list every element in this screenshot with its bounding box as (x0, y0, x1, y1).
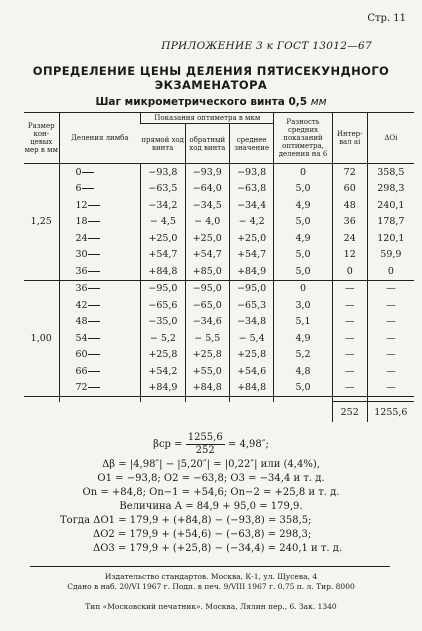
footer-publisher: Издательство стандартов. Москва, К-1, ул. Щусева, 4 (104, 572, 318, 581)
cell-rev: +84,8 (185, 380, 229, 397)
table-row (24, 164, 414, 181)
beta-fraction (186, 432, 225, 457)
table-row (24, 347, 414, 364)
cell-int: 60 (332, 181, 367, 198)
division-value: 60 (75, 349, 88, 361)
division-leader-line (88, 305, 100, 306)
cell-diff: 3,0 (274, 297, 332, 314)
cell-diff: 5,1 (274, 314, 332, 331)
group-size: 1,00 (24, 280, 59, 397)
division-value: 0 (75, 166, 82, 178)
division-cell (59, 181, 141, 198)
cell-int: — (332, 280, 367, 297)
division-cell (59, 297, 141, 314)
empty-cell (24, 402, 59, 423)
cell-delta: 0 (367, 263, 414, 280)
empty-cell (185, 402, 229, 423)
cell-delta: 178,7 (367, 214, 414, 231)
cell-diff: 0 (274, 164, 332, 181)
table-row (24, 247, 414, 264)
division-cell (59, 347, 141, 364)
division-value: 66 (75, 365, 88, 377)
cell-int: — (332, 347, 367, 364)
cell-rev: − 5,5 (185, 330, 229, 347)
cell-fwd: +84,9 (141, 380, 185, 397)
cell-rev: +55,0 (185, 363, 229, 380)
division-cell (59, 197, 141, 214)
subtitle-text: Шаг микрометрического винта 0,5 (95, 96, 308, 108)
cell-diff: 4,9 (274, 330, 332, 347)
header-reverse: обратный ход винта (185, 124, 229, 164)
division-value: 36 (75, 283, 88, 295)
delta-o1: ΔO1 = 179,9 + (+84,8) − (−93,8) = 358,5; (93, 515, 312, 526)
division-leader-line (88, 254, 100, 255)
measurement-table (24, 112, 414, 422)
cell-fwd: +25,8 (141, 347, 185, 364)
division-value: 6 (75, 183, 82, 195)
division-leader-line (82, 188, 94, 189)
beta-formula (0, 432, 422, 457)
empty-cell (229, 402, 273, 423)
division-leader-line (88, 271, 100, 272)
table-row (24, 197, 414, 214)
total-row (24, 402, 414, 423)
cell-int: 48 (332, 197, 367, 214)
table-row (24, 314, 414, 331)
appendix-reference: ПРИЛОЖЕНИЕ 3 к ГОСТ 13012—67 (161, 40, 372, 52)
division-cell (59, 247, 141, 264)
footer-print-info: Сдано в наб. 20/VI 1967 г. Подп. в печ. 9/VIII 1967 г. 0,75 п. л. Тир. 8000 (67, 582, 355, 591)
table-row (24, 297, 414, 314)
division-leader-line (82, 172, 94, 173)
cell-fwd: +84,8 (141, 263, 185, 280)
delta-beta-line: Δβ = |4,98″| − |5,20″| = |0,22″| или (4,4%), (102, 459, 320, 470)
cell-rev: −64,0 (185, 181, 229, 198)
empty-cell (141, 402, 185, 423)
cell-int: 0 (332, 263, 367, 280)
cell-fwd: +25,0 (141, 230, 185, 247)
cell-fwd: +54,7 (141, 247, 185, 264)
division-value: 24 (75, 232, 88, 244)
document-title-line2: ЭКЗАМЕНАТОРА (154, 78, 268, 92)
table-row (24, 263, 414, 280)
subtitle-unit: мм (310, 96, 327, 108)
cell-delta: — (367, 330, 414, 347)
cell-int: — (332, 314, 367, 331)
cell-delta: — (367, 314, 414, 331)
document-title-line1: ОПРЕДЕЛЕНИЕ ЦЕНЫ ДЕЛЕНИЯ ПЯТИСЕКУНДНОГО (32, 64, 390, 78)
delta-o3-line: ΔO3 = 179,9 + (+25,8) − (−34,4) = 240,1 и т. д. (93, 543, 343, 554)
division-leader-line (88, 238, 100, 239)
cell-rev: +25,0 (185, 230, 229, 247)
page-number: Стр. 11 (367, 13, 406, 24)
header-size: Размер кон-цевых мер в мм (24, 113, 59, 164)
cell-mean: −93,8 (229, 164, 273, 181)
cell-mean: −63,8 (229, 181, 273, 198)
cell-int: 72 (332, 164, 367, 181)
cell-diff: 4,9 (274, 230, 332, 247)
cell-delta: 120,1 (367, 230, 414, 247)
cell-rev: +85,0 (185, 263, 229, 280)
division-cell (59, 230, 141, 247)
cell-diff: 5,0 (274, 181, 332, 198)
table-row (24, 181, 414, 198)
empty-cell (274, 402, 332, 423)
group-size: 1,25 (30, 216, 52, 228)
division-leader-line (88, 205, 100, 206)
division-value: 42 (75, 299, 88, 311)
cell-diff: 5,0 (274, 380, 332, 397)
division-cell (59, 263, 141, 280)
cell-fwd: −63,5 (141, 181, 185, 198)
cell-rev: −34,6 (185, 314, 229, 331)
cell-fwd: − 5,2 (141, 330, 185, 347)
cell-delta: 240,1 (367, 197, 414, 214)
cell-fwd: −34,2 (141, 197, 185, 214)
cell-delta: — (367, 280, 414, 297)
cell-delta: 59,9 (367, 247, 414, 264)
division-value: 48 (75, 316, 88, 328)
cell-delta: — (367, 380, 414, 397)
division-value: 12 (75, 199, 88, 211)
cell-diff: 4,8 (274, 363, 332, 380)
cell-delta: — (367, 363, 414, 380)
cell-mean: +25,8 (229, 347, 273, 364)
division-cell (59, 380, 141, 397)
division-cell (59, 280, 141, 297)
cell-int: 12 (332, 247, 367, 264)
cell-mean: +84,9 (229, 263, 273, 280)
division-cell (59, 164, 141, 181)
delta-o2-line: ΔO2 = 179,9 + (+54,6) − (−63,8) = 298,3; (93, 529, 312, 540)
cell-int: — (332, 363, 367, 380)
cell-int: — (332, 297, 367, 314)
cell-mean: −95,0 (229, 280, 273, 297)
cell-rev: −65,0 (185, 297, 229, 314)
division-leader-line (88, 354, 100, 355)
cell-rev: −34,5 (185, 197, 229, 214)
division-leader-line (88, 338, 100, 339)
division-leader-line (88, 371, 100, 372)
cell-mean: +54,7 (229, 247, 273, 264)
table-row (24, 280, 414, 297)
table-row (24, 230, 414, 247)
division-leader-line (88, 221, 100, 222)
division-value: 30 (75, 249, 88, 261)
division-value: 54 (75, 332, 88, 344)
cell-fwd: −35,0 (141, 314, 185, 331)
subtitle (0, 96, 422, 108)
header-mean: среднее значение (229, 124, 273, 164)
division-cell (59, 214, 141, 231)
header-division: Деления лимба (59, 113, 141, 164)
beta-numerator: 1255,6 (187, 432, 223, 443)
footer-printer: Тип «Московский печатник». Москва, Лялин пер., 6. Зак. 1340 (85, 602, 337, 611)
cell-mean: +54,6 (229, 363, 273, 380)
cell-diff: 0 (274, 280, 332, 297)
header-interval: Интер-вал ai (332, 113, 367, 164)
cell-fwd: −95,0 (141, 280, 185, 297)
cell-diff: 5,0 (274, 247, 332, 264)
beta-rhs: = 4,98″; (227, 439, 269, 450)
division-value: 72 (75, 382, 88, 394)
beta-denominator: 252 (195, 445, 215, 456)
division-value: 18 (75, 216, 88, 228)
footer-divider (30, 566, 390, 567)
cell-mean: −34,4 (229, 197, 273, 214)
total-interval: 252 (332, 402, 367, 423)
cell-rev: +25,8 (185, 347, 229, 364)
header-delta: ΔOi (367, 113, 414, 164)
cell-int: 24 (332, 230, 367, 247)
header-readings-group: Показания оптиметра в мкм (141, 113, 274, 124)
cell-fwd: −65,6 (141, 297, 185, 314)
division-value: 36 (75, 265, 88, 277)
division-leader-line (88, 387, 100, 388)
cell-fwd: +54,2 (141, 363, 185, 380)
cell-mean: −34,8 (229, 314, 273, 331)
division-cell (59, 363, 141, 380)
total-delta: 1255,6 (367, 402, 414, 423)
cell-rev: − 4,0 (185, 214, 229, 231)
then-label: Тогда (60, 515, 91, 526)
cell-diff: 5,2 (274, 347, 332, 364)
division-leader-line (88, 321, 100, 322)
cell-int: 36 (332, 214, 367, 231)
division-leader-line (88, 288, 100, 289)
o-values-line: O1 = −93,8; O2 = −63,8; O3 = −34,4 и т. д. (97, 473, 325, 484)
cell-delta: 358,5 (367, 164, 414, 181)
cell-delta: — (367, 297, 414, 314)
cell-mean: − 5,4 (229, 330, 273, 347)
table-row (24, 380, 414, 397)
a-value-line: Величина A = 84,9 + 95,0 = 179,9. (119, 501, 303, 512)
division-cell (59, 330, 141, 347)
cell-diff: 5,0 (274, 263, 332, 280)
table-row (24, 330, 414, 347)
cell-mean: − 4,2 (229, 214, 273, 231)
delta-o1-line (60, 514, 312, 528)
cell-rev: −95,0 (185, 280, 229, 297)
cell-diff: 4,9 (274, 197, 332, 214)
cell-fwd: −93,8 (141, 164, 185, 181)
cell-delta: 298,3 (367, 181, 414, 198)
cell-fwd: − 4,5 (141, 214, 185, 231)
cell-rev: +54,7 (185, 247, 229, 264)
cell-diff: 5,0 (274, 214, 332, 231)
header-difference: Разность средних показаний оптиметра, деления на 6 (274, 113, 332, 164)
cell-int: — (332, 380, 367, 397)
cell-mean: −65,3 (229, 297, 273, 314)
beta-lhs: βср = (153, 439, 183, 450)
cell-mean: +84,8 (229, 380, 273, 397)
on-values-line: On = +84,8; On−1 = +54,6; On−2 = +25,8 и т. д. (82, 487, 340, 498)
header-forward: прямой ход винта (141, 124, 185, 164)
table-row (24, 214, 414, 231)
cell-int: — (332, 330, 367, 347)
cell-delta: — (367, 347, 414, 364)
table-row (24, 363, 414, 380)
division-cell (59, 314, 141, 331)
cell-mean: +25,0 (229, 230, 273, 247)
cell-rev: −93,9 (185, 164, 229, 181)
empty-cell (59, 402, 141, 423)
